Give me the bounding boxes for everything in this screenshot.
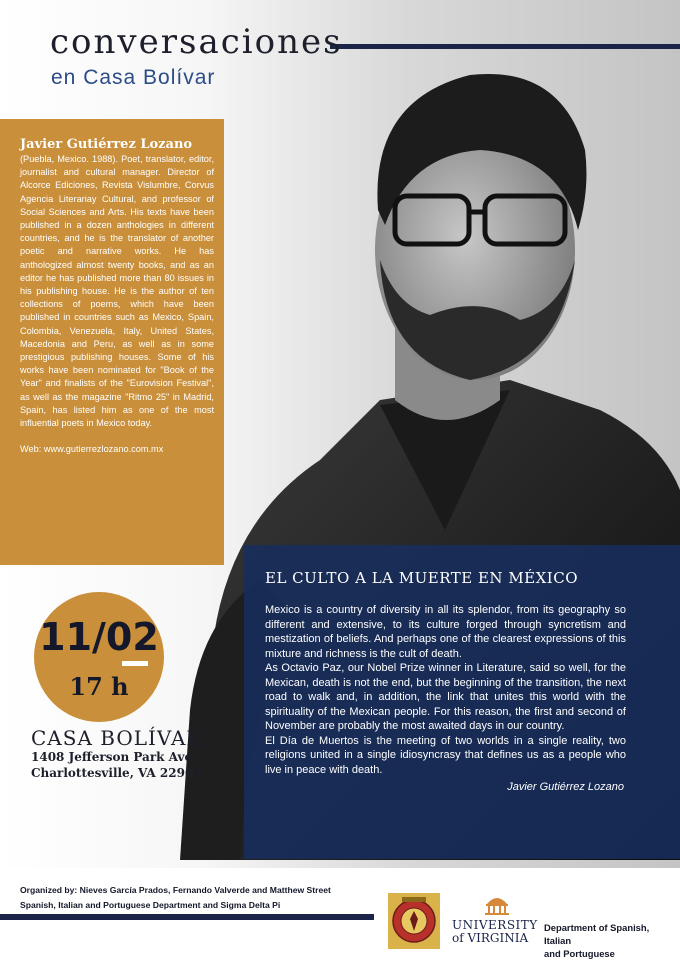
essay-body xyxy=(265,603,626,777)
university-seal-icon xyxy=(388,893,440,949)
essay-paragraph: El Día de Muertos is the meeting of two worlds in a single reality, two religions united in a single idiosyncrasy that defines us as a people who live in peace with death. xyxy=(265,734,626,776)
department-line2: and Portuguese xyxy=(544,948,615,959)
footer-rule xyxy=(0,914,374,920)
page-subtitle: en Casa Bolívar xyxy=(51,66,216,89)
venue-address-line1: 1408 Jefferson Park Ave, xyxy=(31,750,197,764)
essay-title: EL CULTO A LA MUERTE EN MÉXICO xyxy=(265,569,579,587)
essay-paragraph: As Octavio Paz, our Nobel Prize winner in Literature, said so well, for the Mexican, death is not the end, but the beginning of the transition, the next road to walk and, in addition, the link that unites this world with the spirituality of the Mexican people. For this reason, the first and second of November are probably the most awaited days in our country. xyxy=(265,662,626,732)
venue-address-line2: Charlottesville, VA 22903 xyxy=(31,766,202,780)
rotunda-dome-icon xyxy=(484,892,510,916)
department-name xyxy=(544,921,674,960)
bio-website[interactable]: Web: www.gutierrezlozano.com.mx xyxy=(20,444,164,455)
event-time: 17 h xyxy=(69,672,129,701)
bio-panel xyxy=(0,119,224,565)
header-rule xyxy=(330,44,680,49)
organizing-department: Spanish, Italian and Portuguese Department and Sigma Delta Pi xyxy=(20,900,281,910)
bio-text: (Puebla, Mexico. 1988). Poet, translator, editor, journalist and cultural manager. Director of Alcorce Ediciones, Revista Vislumbre, Corvus Agencia Literariay Cultural, and professor of Social Sciences and Arts. His texts have been published in a dozen anthologies in different countries, and he is the translator of another poetic and narrative works. He has anthologized almost twenty books, and as an editor he has published more than 80 issues in his publishing house. He is the author of ten collections of poems, which have been published in countries such as Mexico, Spain, Colombia, Venezuela, Italy, United States, Macedonia and Peru, as well as in some prestigious publishing houses. Some of his works have been nominated for "Book of the Year" and finalists of the "Eurovision Festival", as well as the magazine "Ritmo 25" in Madrid, Spain, has listed him as one of the most influential poets in Mexico today. xyxy=(20,154,214,429)
university-name-line2: of VIRGINIA xyxy=(452,931,529,945)
venue-name: CASA BOLÍVAR, xyxy=(31,726,210,750)
bio-name: Javier Gutiérrez Lozano xyxy=(20,137,193,152)
university-name-line1: UNIVERSITY xyxy=(452,918,538,932)
footer-credits xyxy=(20,883,350,913)
date-badge xyxy=(34,592,164,722)
event-date: 11/02 xyxy=(39,615,159,659)
department-line1: Department of Spanish, Italian xyxy=(544,922,650,946)
essay-paragraph: Mexico is a country of diversity in all its splendor, from its geography so different and extensive, to its culture forged through syncretism and mestization of beliefs. And perhaps one of the clearest expressions of this mixture and richness is the cult of death. xyxy=(265,604,626,660)
page-title: conversaciones xyxy=(50,22,343,62)
date-underline xyxy=(122,661,148,666)
essay-panel xyxy=(244,545,680,859)
organizers: Organized by: Nieves García Prados, Fernando Valverde and Matthew Street xyxy=(20,885,331,895)
essay-signature: Javier Gutiérrez Lozano xyxy=(507,781,624,793)
